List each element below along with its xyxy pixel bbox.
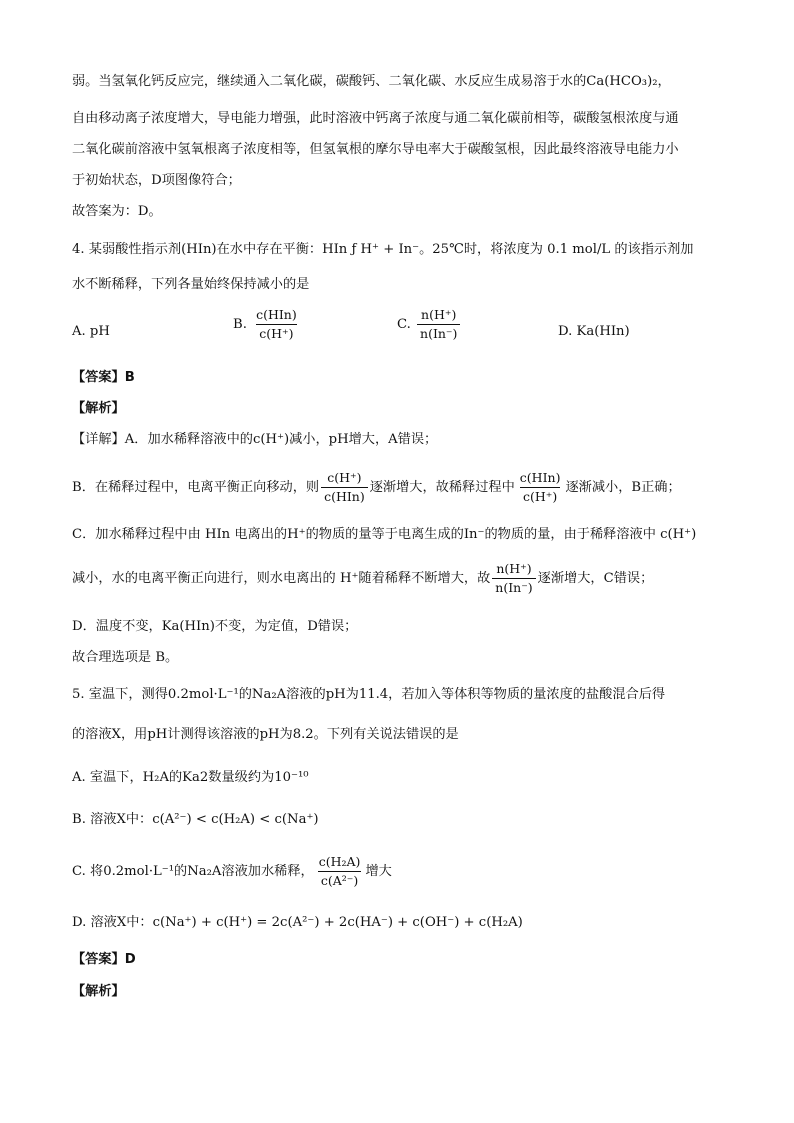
fraction-numerator: n(H⁺) (496, 561, 532, 576)
q4-detail-b-fraction-1 (321, 470, 368, 505)
fraction-denominator: n(In⁻) (417, 324, 460, 342)
q4-option-b-label: B. (233, 317, 247, 332)
fraction-denominator: n(In⁻) (492, 578, 535, 596)
q4-detail-c-fraction (492, 561, 535, 596)
fraction-denominator: c(H⁺) (520, 487, 560, 505)
q4-detail-c-text-2: 减小，水的电离平衡正向进行，则水电离出的 H⁺随着稀释不断增大，故 (72, 571, 491, 586)
q4-option-c-fraction (417, 307, 460, 342)
q5-stem-line-2: 的溶液X，用pH计测得该溶液的pH为8.2。下列有关说法错误的是 (72, 727, 459, 742)
q4-stem-line-2: 水不断稀释，下列各量始终保持减小的是 (72, 277, 310, 292)
q4-detail-a: 【详解】A．加水稀释溶液中的c(H⁺)减小，pH增大，A错误； (72, 432, 438, 447)
q4-option-b-fraction (253, 307, 300, 342)
fraction-denominator: c(H⁺) (256, 324, 296, 342)
q4-detail-b-text-2: 逐渐增大，故稀释过程中 (369, 480, 515, 495)
q5-option-c (72, 850, 722, 894)
q5-option-c-text-1: C. 将0.2mol·L⁻¹的Na₂A溶液加水稀释， (72, 864, 314, 879)
q5-option-a: A. 室温下，H₂A的Ka2数量级约为10⁻¹⁰ (72, 770, 309, 785)
q4-option-c (397, 307, 462, 342)
fraction-denominator: c(HIn) (321, 487, 368, 505)
q5-option-b: B. 溶液X中：c(A²⁻) < c(H₂A) < c(Na⁺) (72, 812, 319, 827)
q5-analysis-heading: 【解析】 (72, 984, 125, 999)
fraction-numerator: n(H⁺) (421, 307, 457, 322)
q5-option-c-text-2: 增大 (365, 864, 392, 879)
q4-detail-c-line-1: C．加水稀释过程中由 HIn 电离出的H⁺的物质的量等于电离生成的In⁻的物质的量，由于稀释溶液中 c(H⁺) (72, 527, 697, 542)
q4-detail-b-fraction-2 (517, 470, 564, 505)
q4-detail-b-text-3: 逐渐减小，B正确； (565, 480, 681, 495)
fraction-numerator: c(HIn) (256, 307, 297, 322)
q4-option-b (233, 307, 302, 342)
q4-option-d: D. Ka(HIn) (558, 324, 630, 339)
q5-option-d: D. 溶液X中：c(Na⁺) + c(H⁺) = 2c(A²⁻) + 2c(HA⁻) + c(OH⁻) + c(H₂A) (72, 915, 523, 930)
fraction-numerator: c(HIn) (519, 470, 561, 485)
intro-line-1: 弱。当氢氧化钙反应完，继续通入二氧化碳，碳酸钙、二氧化碳、水反应生成易溶于水的Ca(HCO₃)₂， (72, 74, 671, 89)
q4-detail-b-text-1: B．在稀释过程中，电离平衡正向移动，则 (72, 480, 320, 495)
intro-line-2: 自由移动离子浓度增大，导电能力增强，此时溶液中钙离子浓度与通二氧化碳前相等，碳酸氢根浓度与通 (72, 111, 679, 126)
intro-line-3: 二氧化碳前溶液中氢氧根离子浓度相等，但氢氧根的摩尔导电率大于碳酸氢根，因此最终溶液导电能力小 (72, 142, 679, 157)
q4-conclusion: 故合理选项是 B。 (72, 650, 179, 665)
q4-answer: 【答案】B (72, 370, 135, 385)
fraction-numerator: c(H₂A) (318, 854, 361, 869)
q4-analysis-heading: 【解析】 (72, 401, 125, 416)
intro-line-4: 于初始状态，D项图像符合； (72, 173, 241, 188)
q4-detail-c-line-2 (72, 557, 722, 601)
q4-option-c-label: C. (397, 317, 411, 332)
q4-detail-b (72, 466, 722, 510)
q4-detail-d: D．温度不变，Ka(HIn)不变，为定值，D错误； (72, 619, 358, 634)
fraction-numerator: c(H⁺) (327, 470, 362, 485)
intro-line-5: 故答案为：D。 (72, 204, 162, 219)
q4-detail-c-text-3: 逐渐增大，C错误； (537, 571, 654, 586)
q5-stem-line-1: 5. 室温下，测得0.2mol·L⁻¹的Na₂A溶液的pH为11.4，若加入等体积等物质的量浓度的盐酸混合后得 (72, 687, 666, 702)
q5-option-c-fraction (316, 854, 364, 889)
fraction-denominator: c(A²⁻) (318, 871, 361, 889)
q4-stem-line-1: 4. 某弱酸性指示剂(HIn)在水中存在平衡：HIn ƒ H⁺ + In⁻。25℃时，将浓度为 0.1 mol/L 的该指示剂加 (72, 242, 694, 257)
q4-option-a: A. pH (72, 324, 110, 339)
q5-answer: 【答案】D (72, 952, 136, 967)
